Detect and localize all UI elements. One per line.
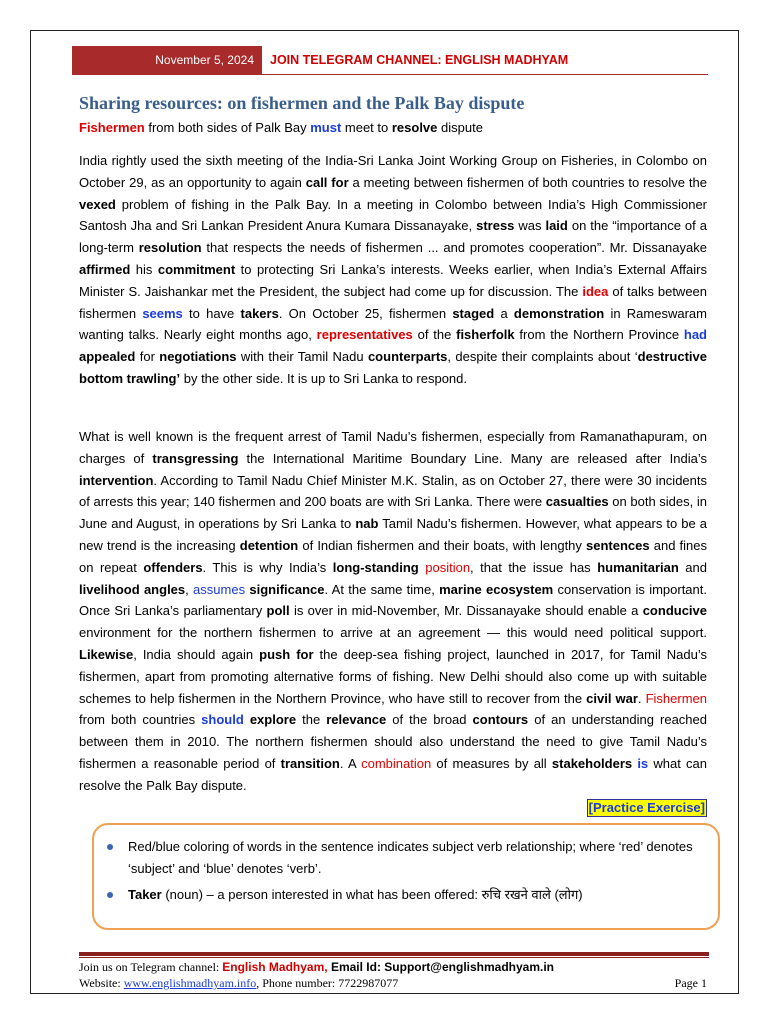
text-run: on the “importance of a long-term — [79, 218, 707, 256]
note-text: Red/blue coloring of words in the sentence indicates subject verb relationship; where ‘red’ denotes ‘subject’ and ‘blue’ denotes ‘verb’. — [128, 839, 693, 876]
text-run: of the broad — [386, 712, 473, 728]
text-run: from the Northern Province — [514, 327, 684, 343]
text-run: the deep-sea fishing project, launched in 2017, for Tamil Nadu’s fishermen, apart from promoting alternative forms of fishing. New Delhi should also come up with suitable schemes to help fishermen in the Northern Province, who have still to recover from the — [79, 646, 707, 706]
key-word: significance — [249, 581, 325, 597]
note-item — [100, 836, 700, 879]
key-word: stress — [476, 218, 515, 234]
paragraph-1 — [79, 150, 707, 390]
text-run: in Rameswaram wanting talks. Nearly eight months ago, — [79, 305, 707, 343]
text-run: . A — [339, 755, 362, 771]
text-run: that respects the needs of fishermen ... and promotes cooperation”. Mr. Dissanayake — [201, 240, 707, 256]
key-word: conducive — [642, 603, 707, 619]
key-word: laid — [545, 218, 568, 234]
key-word: stakeholders — [551, 755, 633, 771]
text-run: from both countries — [79, 712, 202, 728]
key-word: takers — [240, 305, 279, 321]
verb-word: assumes — [193, 581, 246, 597]
bullet-icon — [107, 892, 113, 898]
footer-website-row — [79, 976, 707, 991]
text-run: from both sides of Palk Bay — [144, 120, 311, 135]
key-word: detention — [239, 537, 299, 553]
footer-website-link[interactable]: www.englishmadhyam.info — [123, 976, 257, 990]
header-band — [72, 46, 708, 74]
practice-exercise-link[interactable]: [Practice Exercise] — [588, 799, 705, 815]
footer-phone: , Phone number: 7722987077 — [256, 976, 399, 990]
text-run: of the — [412, 327, 457, 343]
key-word: demonstration — [513, 305, 605, 321]
note-list — [100, 836, 700, 911]
footer-email: Email Id: Support@englishmadhyam.in — [327, 960, 555, 974]
key-word: nab — [355, 516, 379, 532]
practice-row — [79, 797, 707, 819]
text-run: with their Tamil Nadu — [236, 349, 368, 365]
text-run: dispute — [437, 120, 483, 135]
key-word: marine ecosystem — [439, 581, 554, 597]
key-word: counterparts — [367, 349, 448, 365]
text-run: of Indian fishermen and their boats, with lengthy — [298, 537, 587, 553]
text-run: , — [185, 581, 194, 597]
text-run: . At the same time, — [324, 581, 440, 597]
subject-word: combination — [361, 755, 432, 771]
footer-divider — [79, 952, 709, 956]
key-word: poll — [266, 603, 290, 619]
text-run: meet to — [341, 120, 392, 135]
text-run: is over in mid-November, Mr. Dissanayake should enable a — [289, 603, 643, 619]
key-word: transgressing — [152, 450, 239, 466]
key-word: intervention — [79, 472, 154, 488]
text-run: of talks between fishermen — [79, 283, 708, 321]
verb-word: had — [683, 327, 707, 343]
footer-join-text: Join us on Telegram channel: — [79, 960, 223, 974]
key-word: contours — [472, 712, 529, 728]
key-word: long-standing — [332, 559, 419, 575]
key-word: fisherfolk — [456, 327, 515, 343]
text-run: of measures by all — [431, 755, 552, 771]
key-word: resolution — [138, 240, 202, 256]
text-run: Tamil Nadu’s fishermen. However, what appears to be a new trend is the increasing — [79, 516, 707, 553]
text-run: to have — [182, 305, 241, 321]
text-run: the — [296, 712, 327, 728]
note-item — [100, 884, 700, 906]
key-word: civil war — [586, 690, 638, 706]
key-word: relevance — [326, 712, 387, 728]
text-run: to protecting Sri Lanka’s interests. Weeks earlier, when India’s External Affairs Minister S. Jaishankar met the President, the subject had come up for discussion. The — [79, 261, 707, 299]
text-run: on both sides, in June and August, in operations by Sri Lanka to — [79, 494, 707, 532]
key-word: call for — [305, 174, 349, 190]
text-run: his — [130, 261, 158, 277]
verb-word: must — [310, 120, 342, 135]
key-word: staged — [452, 305, 495, 321]
verb-word: is — [637, 755, 649, 771]
article-subtitle — [79, 120, 483, 135]
key-word: livelihood angles — [79, 581, 186, 597]
key-word: negotiations — [159, 349, 237, 365]
key-word: casualties — [545, 494, 609, 510]
key-word: transition — [280, 755, 340, 771]
footer-channel: English Madhyam, — [222, 960, 328, 974]
text-run: . — [637, 690, 646, 706]
text-run: What is well known is the frequent arrest of Tamil Nadu’s fishermen, especially from Ramanathapuram, on charges of — [79, 429, 707, 466]
text-run: a — [494, 305, 514, 321]
key-word: commitment — [157, 261, 236, 277]
verb-word: should — [201, 712, 244, 728]
key-word: offenders — [143, 559, 203, 575]
article-title: Sharing resources: on fishermen and the Palk Bay dispute — [79, 93, 525, 113]
text-run: a meeting between fishermen of both countries to resolve the — [348, 174, 707, 190]
key-word: Likewise — [79, 646, 134, 662]
header-date: November 5, 2024 — [72, 46, 262, 74]
subject-word: position — [425, 559, 471, 575]
header-telegram-banner: JOIN TELEGRAM CHANNEL: ENGLISH MADHYAM — [270, 53, 569, 67]
text-run: environment for the northern fishermen to arrive at an agreement — this would need political support. — [79, 625, 707, 641]
text-run: what can resolve the Palk Bay dispute. — [79, 755, 707, 793]
text-run: and — [678, 559, 707, 575]
text-run: . On October 25, fishermen — [278, 305, 453, 321]
header-divider — [72, 74, 708, 75]
key-word: sentences — [586, 537, 650, 553]
text-run: was — [514, 218, 546, 234]
page-number: Page 1 — [674, 976, 707, 990]
note-term: Taker — [128, 887, 162, 902]
text-run: . This is why India’s — [202, 559, 333, 575]
key-word: explore — [249, 712, 297, 728]
text-run: , despite their complaints about ‘ — [447, 349, 638, 365]
text-run: the International Maritime Boundary Line. Many are released after India’s — [238, 450, 707, 466]
text-run: of an understanding reached between them in 2010. The northern fishermen should also understand the need to give Tamil Nadu’s fishermen a reasonable period of — [79, 712, 707, 771]
key-word: resolve — [391, 120, 438, 135]
subject-word: Fishermen — [645, 690, 707, 706]
key-word: push for — [259, 646, 314, 662]
footer-divider-thin — [79, 957, 709, 958]
text-run: for — [135, 349, 160, 365]
text-run: by the other side. It is up to Sri Lanka to respond. — [180, 370, 467, 386]
verb-word: seems — [142, 305, 183, 321]
paragraph-2 — [79, 426, 707, 818]
subject-word: representatives — [316, 327, 413, 343]
key-word: humanitarian — [597, 559, 679, 575]
bullet-icon — [107, 844, 113, 850]
subject-word: Fishermen — [79, 120, 145, 135]
key-word: affirmed — [79, 261, 131, 277]
text-run: India rightly used the sixth meeting of the India-Sri Lanka Joint Working Group on Fisheries, in Colombo on October 29, as an opportunity to again — [79, 153, 707, 190]
note-text: (noun) – a person interested in what has been offered: रुचि रखने वाले (लोग) — [161, 887, 583, 902]
text-run: . According to Tamil Nadu Chief Minister M.K. Stalin, as on October 27, there were 30 incidents of arrests this year; 140 fishermen and 200 boats are with Sri Lanka. There were — [79, 472, 707, 510]
text-run: , that the issue has — [470, 559, 598, 575]
text-run: problem of fishing in the Palk Bay. In a meeting in Colombo between India’s High Commissioner Santosh Jha and Sri Lankan President Anura Kumara Dissanayake, — [79, 196, 707, 234]
key-word: vexed — [79, 196, 116, 212]
text-run: and fines on repeat — [79, 537, 707, 575]
subject-word: idea — [582, 283, 609, 299]
text-run: , India should again — [133, 646, 260, 662]
footer-contact — [79, 960, 707, 975]
key-word: destructive bottom trawling’ — [79, 349, 707, 386]
key-word: appealed — [79, 349, 136, 365]
text-run: conservation is important. Once Sri Lanka’s parliamentary — [79, 581, 707, 619]
footer-website-label: Website: — [79, 976, 124, 990]
